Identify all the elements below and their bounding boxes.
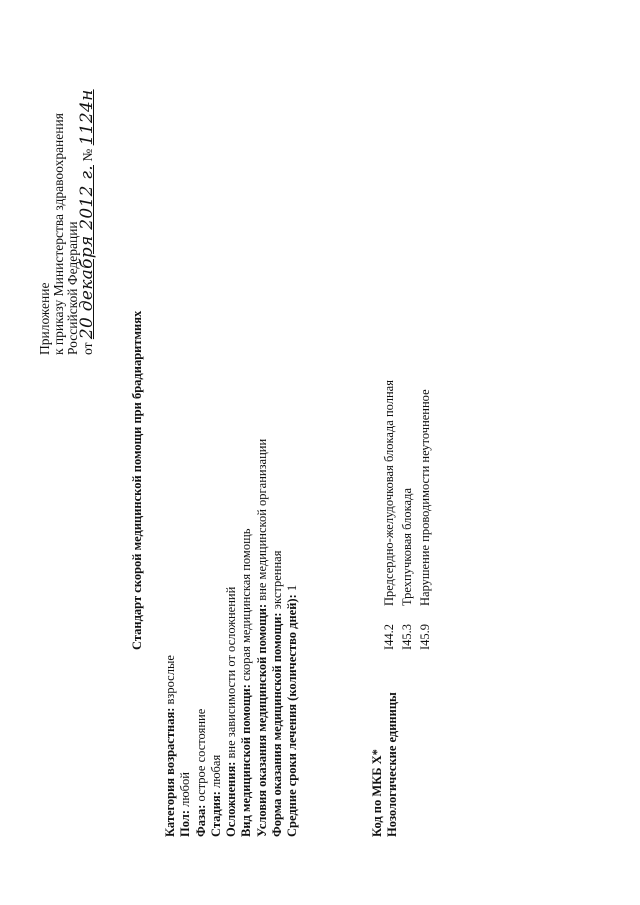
order-line: к приказу Министерства здравоохранения	[51, 113, 66, 355]
param-care-type: Вид медицинской помощи: скорая медицинская помощь	[239, 528, 254, 837]
number-prefix: №	[80, 148, 95, 162]
icd-name: Нарушение проводимости неуточненное	[418, 389, 432, 606]
icd-name: Предсердно-желудочковая блокада полная	[382, 380, 396, 606]
icd-code: I45.9	[418, 623, 432, 650]
icd-code: I44.2	[382, 623, 396, 650]
handwritten-date: 20 декабря 2012 г.	[77, 165, 97, 340]
icd-row	[416, 380, 434, 650]
icd-row	[398, 380, 416, 650]
icd-label: Код по МКБ X* Нозологические единицы	[370, 692, 400, 837]
param-complications: Осложнения: вне зависимости от осложнений	[224, 586, 239, 837]
icd-code: I45.3	[400, 623, 414, 650]
appendix-label: Приложение	[37, 282, 52, 355]
date-prefix: от	[80, 342, 95, 355]
parameter-list	[163, 439, 301, 837]
handwritten-number: 1124н	[77, 89, 97, 146]
param-care-form: Форма оказания медицинской помощи: экстренная	[270, 550, 285, 837]
page-title: Стандарт скорой медицинской помощи при брадиаритмиях	[130, 310, 144, 650]
icd-row	[380, 380, 398, 650]
date-number-line	[77, 89, 97, 355]
param-treatment-duration: Средние сроки лечения (количество дней): 1	[285, 584, 300, 837]
param-age: Категория возрастная: взрослые	[163, 655, 177, 837]
param-stage: Стадия: любая	[208, 754, 223, 837]
param-care-conditions: Условия оказания медицинской помощи: вне медицинской организации	[254, 438, 269, 837]
param-phase: Фаза: острое состояние	[193, 708, 208, 837]
icd-table	[380, 380, 434, 650]
federation-line: Российской Федерации	[65, 221, 80, 355]
param-sex: Пол: любой	[178, 772, 193, 837]
icd-name: Трехпучковая блокада	[400, 488, 414, 606]
